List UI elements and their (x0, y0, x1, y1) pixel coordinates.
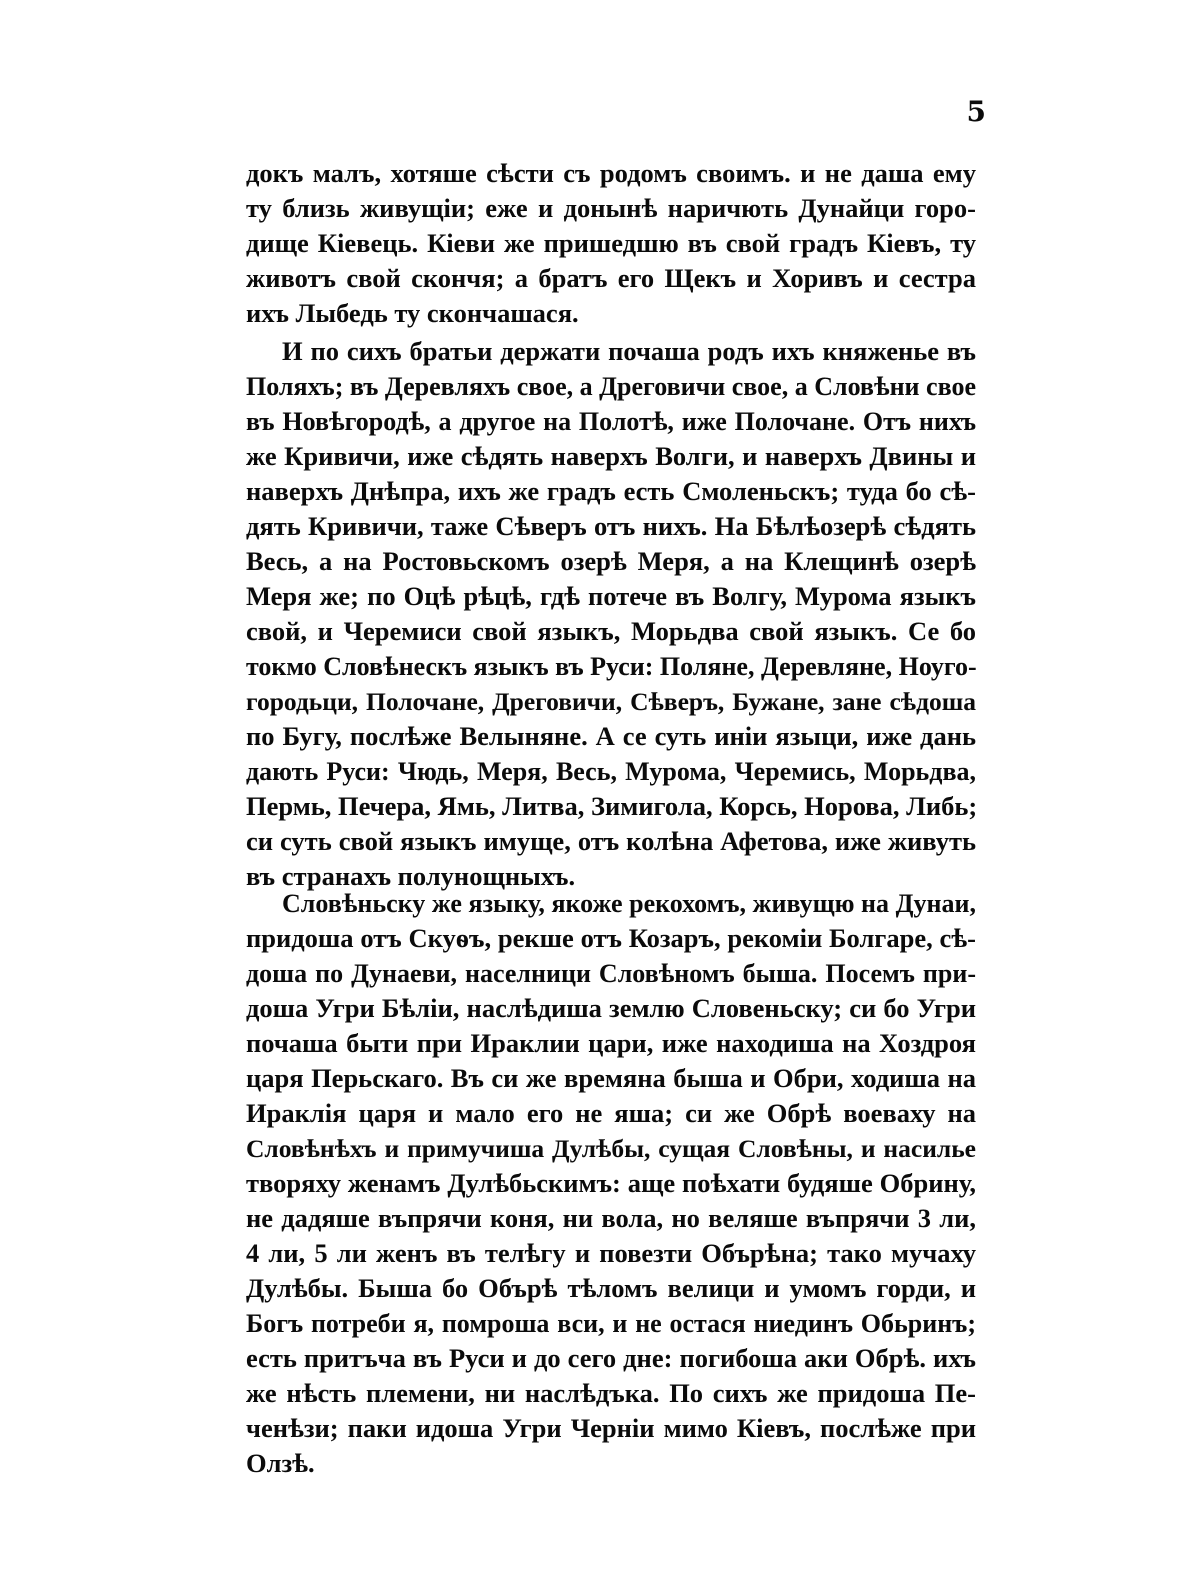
text-line: Олзѣ. (246, 1448, 315, 1478)
text-line: Весь, а на Ростовьскомъ озерѣ Меря, а на Клещинѣ озерѣ (246, 546, 976, 576)
text-line: есть притъча въ Руси и до сего дне: погибоша аки Обрѣ. ихъ (246, 1343, 976, 1373)
text-line: дають Руси: Чюдь, Меря, Весь, Мурома, Черемись, Морьдва, (246, 757, 976, 786)
text-line: доша по Дунаеви, населници Словѣномъ быша. Посемъ при- (246, 959, 976, 988)
text-line: въ Новѣгородѣ, а другое на Полотѣ, иже Полочане. Отъ нихъ (246, 407, 976, 436)
text-line: свой, и Черемиси свой языкъ, Морьдва свой языкъ. Се бо (246, 616, 976, 646)
text-line: токмо Словѣнескъ языкъ въ Руси: Поляне, Деревляне, Ноуго- (246, 652, 977, 681)
text-line: Дулѣбы. Быша бо Обърѣ тѣломъ велици и умомъ горди, и (246, 1273, 976, 1303)
text-line: си суть свой языкъ имуще, отъ колѣна Афетова, иже живуть (246, 826, 976, 856)
text-line: Словѣньску же языку, якоже рекохомъ, живущю на Дунаи, (282, 889, 976, 918)
text-line: наверхъ Днѣпра, ихъ же градъ есть Смоленьскъ; туда бо сѣ- (246, 476, 976, 506)
text-line: не дадяше въпрячи коня, ни вола, но веляше въпрячи 3 ли, (246, 1203, 976, 1233)
text-line: ченѣзи; паки идоша Угри Черніи мимо Кіевъ, послѣже при (246, 1413, 976, 1443)
text-line: Пермь, Печера, Ямь, Литва, Зимигола, Корсь, Норова, Либь; (246, 791, 978, 821)
text-line: Меря же; по Оцѣ рѣцѣ, гдѣ потече въ Волгу, Мурома языкъ (246, 581, 976, 611)
page-number: 5 (966, 95, 986, 128)
text-line: дище Кіевець. Кіеви же пришедшю въ свой градъ Кіевъ, ту (246, 228, 976, 258)
paragraph-2 (246, 334, 976, 894)
text-line: въ странахъ полунощныхъ. (246, 861, 576, 891)
text-line: придоша отъ Скуѳъ, рекше отъ Козаръ, рекоміи Болгаре, сѣ- (246, 923, 976, 953)
text-line: же Кривичи, иже сѣдять наверхъ Волги, и наверхъ Двины и (246, 441, 976, 471)
text-line: 4 ли, 5 ли женъ въ телѣгу и повезти Обърѣна; тако мучаху (246, 1238, 976, 1268)
text-line: ту близь живущіи; еже и донынѣ наричють Дунайци горо- (246, 193, 976, 223)
text-line: городьци, Полочане, Дреговичи, Сѣверъ, Бужане, зане сѣдоша (246, 687, 976, 716)
text-line: Словѣнѣхъ и примучиша Дулѣбы, сущая Словѣны, и насилье (246, 1134, 976, 1163)
text-line: же нѣсть племени, ни наслѣдъка. По сихъ же придоша Пе- (246, 1378, 976, 1408)
text-line: по Бугу, послѣже Велыняне. А се суть иніи языци, иже дань (246, 721, 976, 751)
text-line: животъ свой скончя; а братъ его Щекъ и Хоривъ и сестра (246, 263, 976, 293)
text-line: творяху женамъ Дулѣбьскимъ: аще поѣхати будяше Обрину, (246, 1168, 976, 1198)
text-line: доша Угри Бѣліи, наслѣдиша землю Словеньску; си бо Угри (246, 993, 976, 1023)
text-line: докъ малъ, хотяше сѣсти съ родомъ своимъ. и не даша ему (246, 158, 976, 188)
text-line: дять Кривичи, таже Сѣверъ отъ нихъ. На Бѣлѣозерѣ сѣдять (246, 511, 976, 541)
paragraph-1 (246, 156, 976, 331)
text-line: Богъ потреби я, помроша вси, и не остася ниединъ Обьринъ; (246, 1309, 976, 1338)
text-line: Ираклія царя и мало его не яша; си же Обрѣ воеваху на (246, 1098, 976, 1128)
text-line: царя Перьскаго. Въ си же времяна быша и Обри, ходиша на (246, 1063, 976, 1093)
text-line: И по сихъ братьи держати почаша родъ ихъ княженье въ (282, 336, 976, 366)
text-line: ихъ Лыбедь ту скончашася. (246, 298, 579, 328)
paragraph-3 (246, 886, 976, 1481)
text-line: Поляхъ; въ Деревляхъ свое, а Дреговичи свое, а Словѣни свое (246, 372, 976, 401)
text-line: почаша быти при Ираклии цари, иже находиша на Хоздроя (246, 1028, 976, 1058)
